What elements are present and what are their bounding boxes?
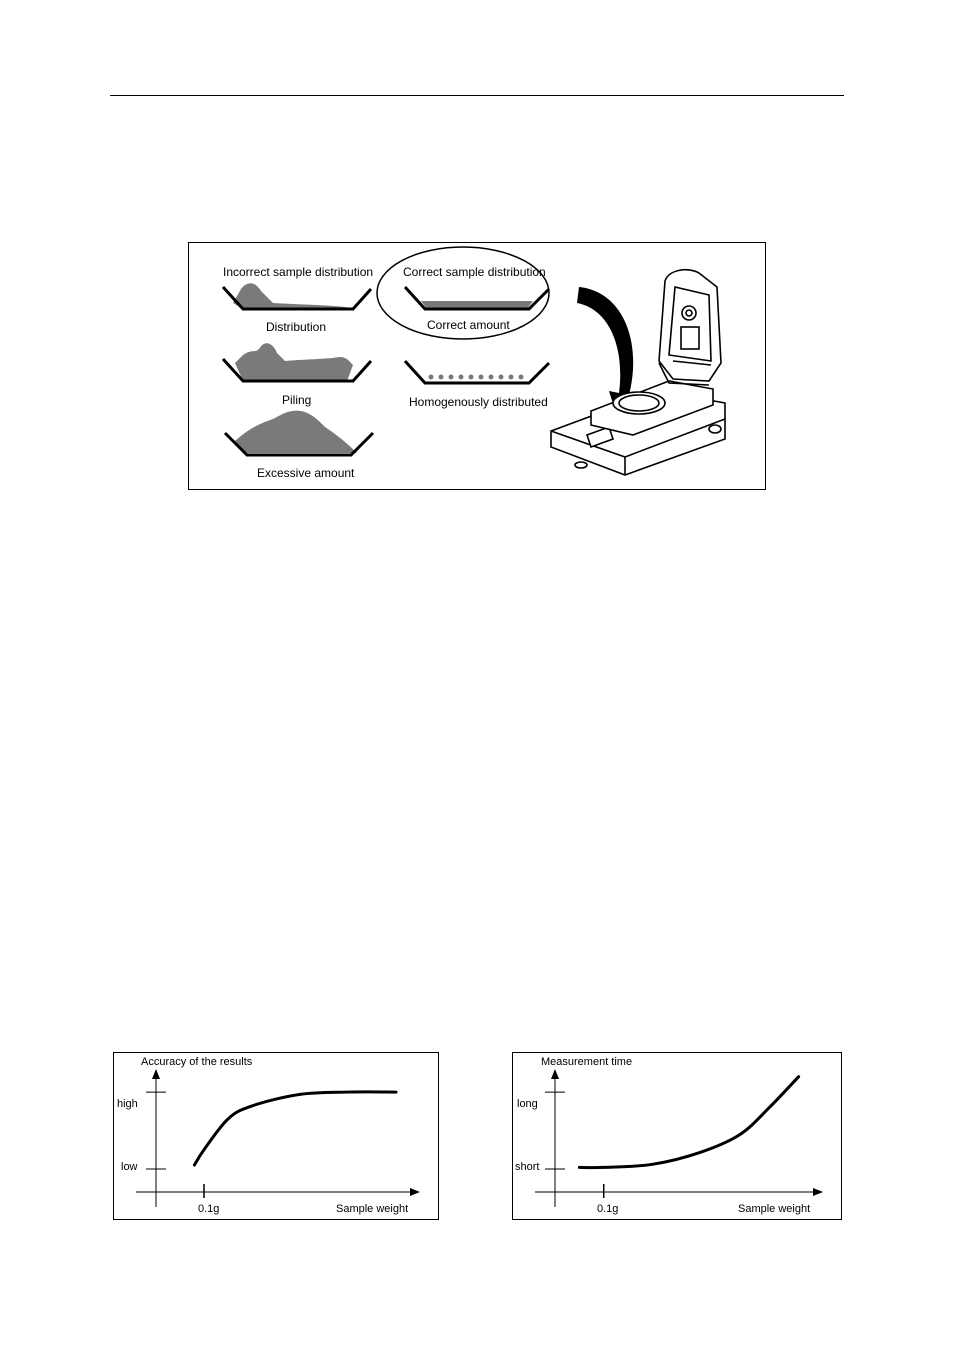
series-line-0	[194, 1092, 396, 1165]
accuracy-chart	[113, 1052, 439, 1220]
time-chart-title: Measurement time	[541, 1056, 633, 1068]
y-axis-arrow	[152, 1069, 160, 1079]
y-axis-arrow	[551, 1069, 559, 1079]
time-ytick-long: long	[517, 1098, 538, 1110]
pan-excessive-sample	[233, 411, 357, 453]
time-chart-svg	[513, 1053, 843, 1221]
accuracy-xtick-0-1g: 0.1g	[198, 1203, 220, 1215]
label-piling: Piling	[282, 393, 312, 407]
homogenous-particles	[429, 375, 524, 380]
time-chart	[512, 1052, 842, 1220]
label-homogenous: Homogenously distributed	[409, 395, 548, 409]
time-xlabel: Sample weight	[738, 1203, 811, 1215]
pan-homogenous	[405, 361, 549, 383]
time-xtick-0-1g: 0.1g	[597, 1203, 619, 1215]
time-ytick-short: short	[515, 1161, 540, 1173]
pan-piling-sample	[235, 343, 353, 381]
accuracy-xlabel: Sample weight	[336, 1203, 409, 1215]
correct-title: Correct sample distribution	[403, 265, 546, 279]
moisture-analyzer-illustration	[551, 270, 725, 475]
header-rule	[110, 95, 844, 96]
x-axis-arrow	[813, 1188, 823, 1196]
accuracy-ytick-low: low	[121, 1161, 138, 1173]
incorrect-title: Incorrect sample distribution	[223, 265, 374, 279]
pan-distribution-sample	[233, 283, 357, 309]
label-distribution: Distribution	[266, 320, 327, 334]
series-line-0	[579, 1077, 798, 1168]
sample-distribution-figure	[188, 242, 766, 490]
accuracy-chart-title: Accuracy of the results	[141, 1056, 253, 1068]
x-axis-arrow	[410, 1188, 420, 1196]
figure-drawing	[189, 243, 767, 491]
accuracy-chart-svg	[114, 1053, 440, 1221]
label-correct-amount: Correct amount	[427, 318, 510, 332]
label-excessive: Excessive amount	[257, 466, 355, 480]
accuracy-ytick-high: high	[117, 1098, 138, 1110]
